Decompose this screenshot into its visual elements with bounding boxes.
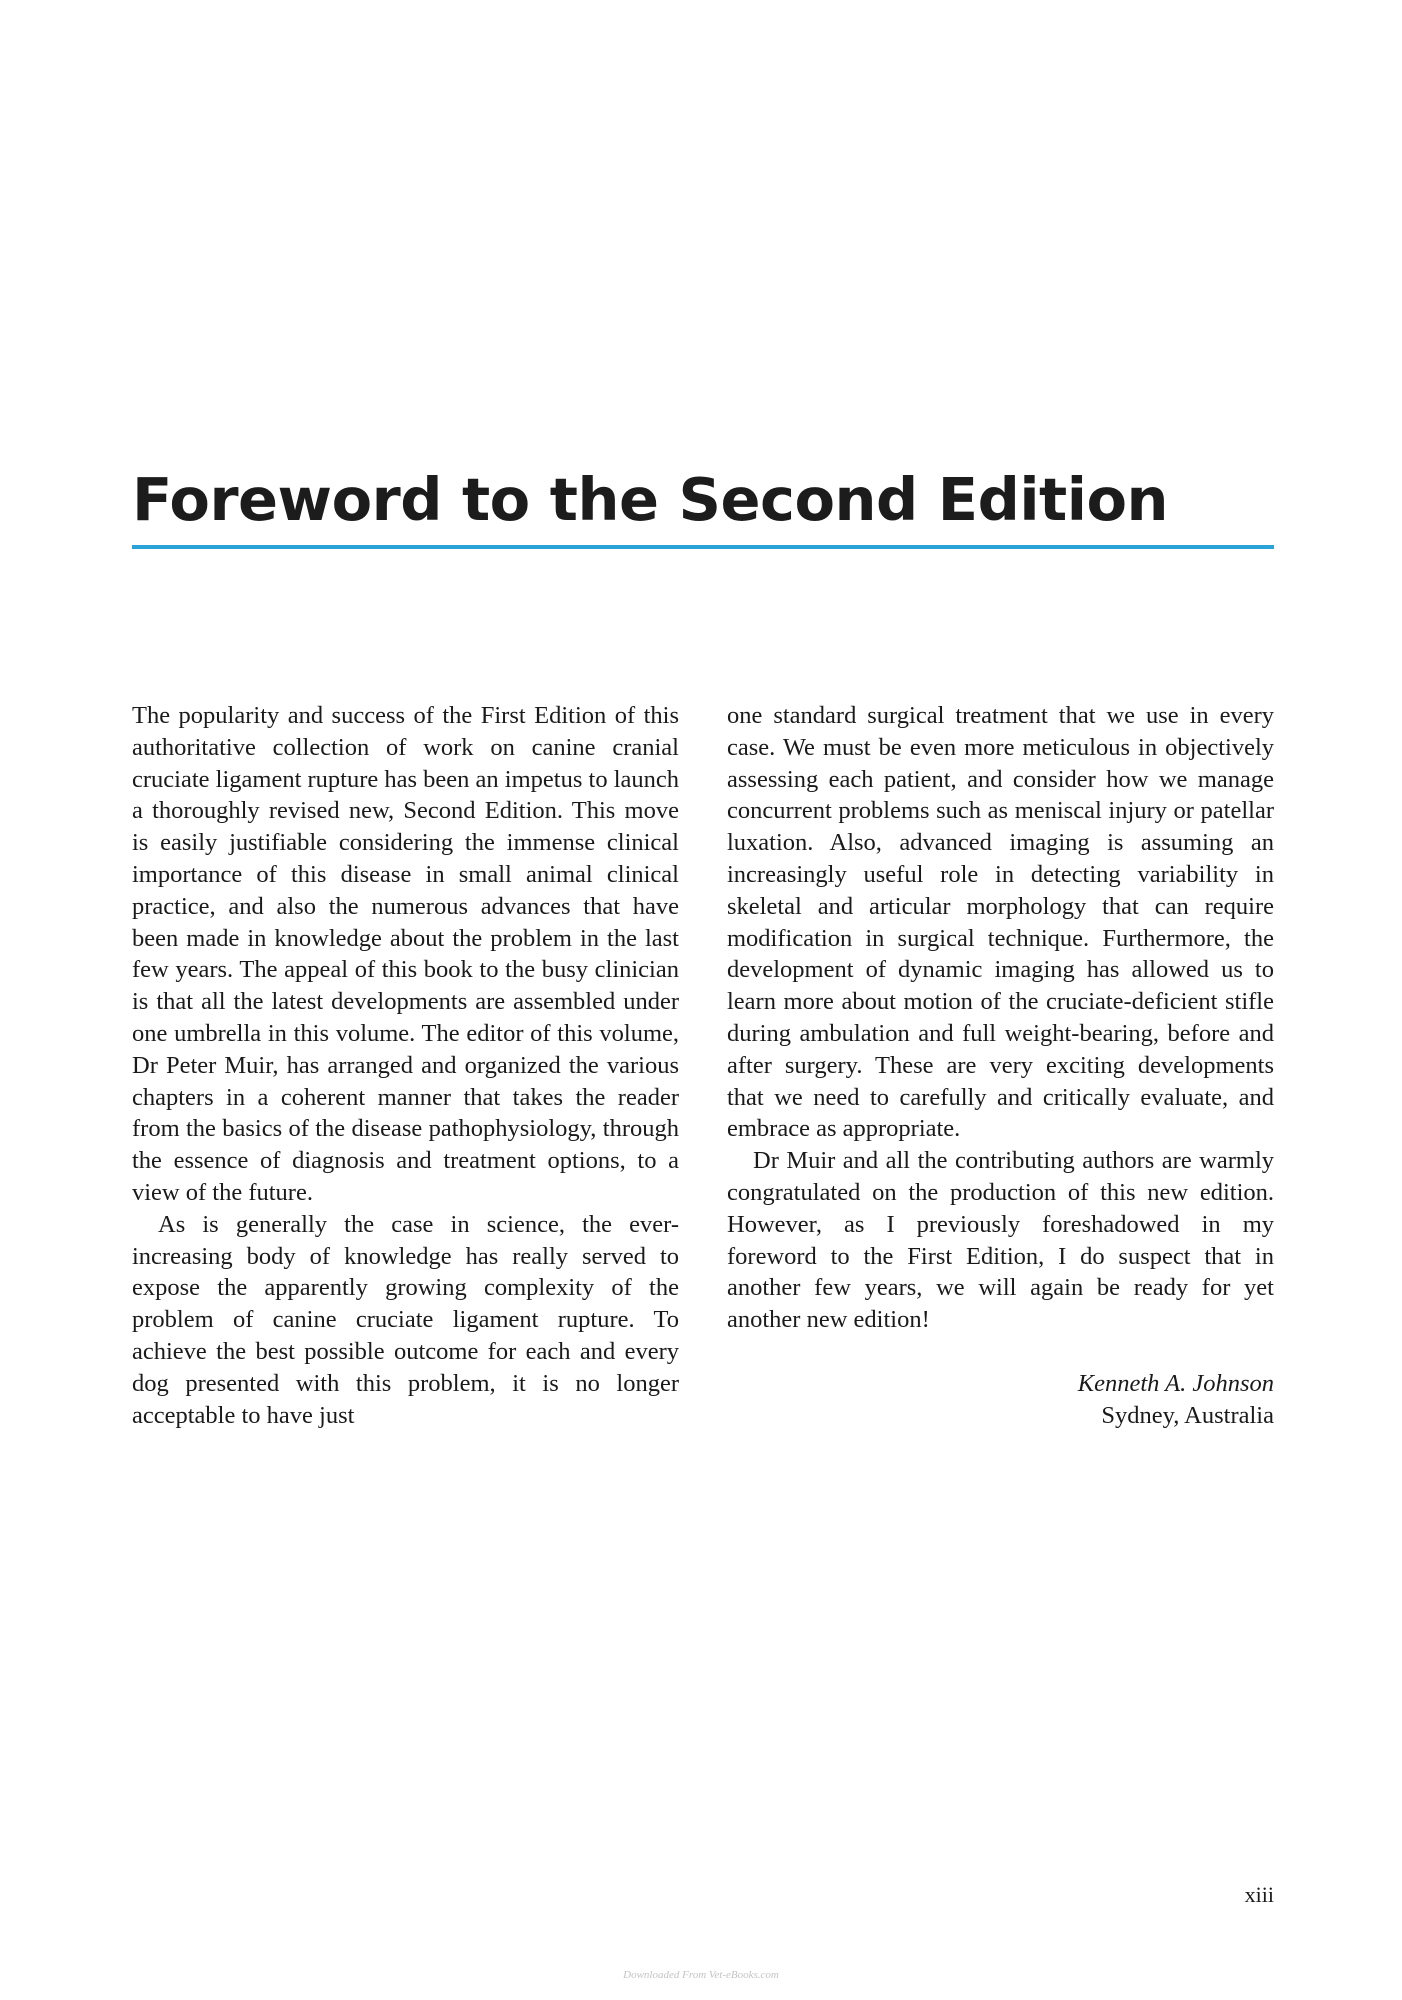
paragraph: As is generally the case in science, the ever-increasing body of knowledge has really served to expose the apparently growing complexity of the problem of canine cruciate ligament rupture. To achieve the best possible outcome for each and every dog presented with this problem, it is no longer acceptable to have just [132,1210,679,1429]
paragraph: The popularity and success of the First Edition of this authoritative collection of work on canine cranial cruciate ligament rupture has been an impetus to launch a thoroughly revised new, Second Edition. This move is easily justifiable considering the immense clinical importance of this disease in small animal clinical practice, and also the numerous advances that have been made in knowledge about the problem in the last few years. The appeal of this book to the busy clinician is that all the latest developments are assembled under one umbrella in this volume. The editor of this volume, Dr Peter Muir, has arranged and organized the various chapters in a coherent manner that takes the reader from the basics of the disease pathophysiology, through the essence of diagnosis and treatment options, to a view of the future. [132,702,679,1206]
signature-name: Kenneth A. Johnson [1077,1369,1274,1397]
page-number: xiii [1244,1882,1274,1907]
title-rule [132,545,1274,549]
paragraph: Dr Muir and all the contributing authors are warmly congratulated on the production of this new edition. However, as I previously foreshadowed in my foreword to the First Edition, I do suspect that in another few years, we will again be ready for yet another new edition! [727,1147,1274,1334]
signature-block [727,1368,1274,1432]
left-column [132,700,679,1431]
page-title: Foreword to the Second Edition [132,465,1169,534]
watermark: Downloaded From Vet-eBooks.com [623,1969,779,1981]
paragraph: one standard surgical treatment that we use in every case. We must be even more meticulous in objectively assessing each patient, and consider how we manage concurrent problems such as meniscal injury or patellar luxation. Also, advanced imaging is assuming an increasingly useful role in detecting variability in skeletal and articular morphology that can require modification in surgical technique. Furthermore, the development of dynamic imaging has allowed us to learn more about motion of the cruciate-deficient stifle during ambulation and full weight-bearing, before and after surgery. These are very exciting developments that we need to carefully and critically evaluate, and embrace as appropriate. [727,702,1274,1143]
signature-place: Sydney, Australia [1101,1401,1274,1429]
right-column [727,700,1274,1431]
